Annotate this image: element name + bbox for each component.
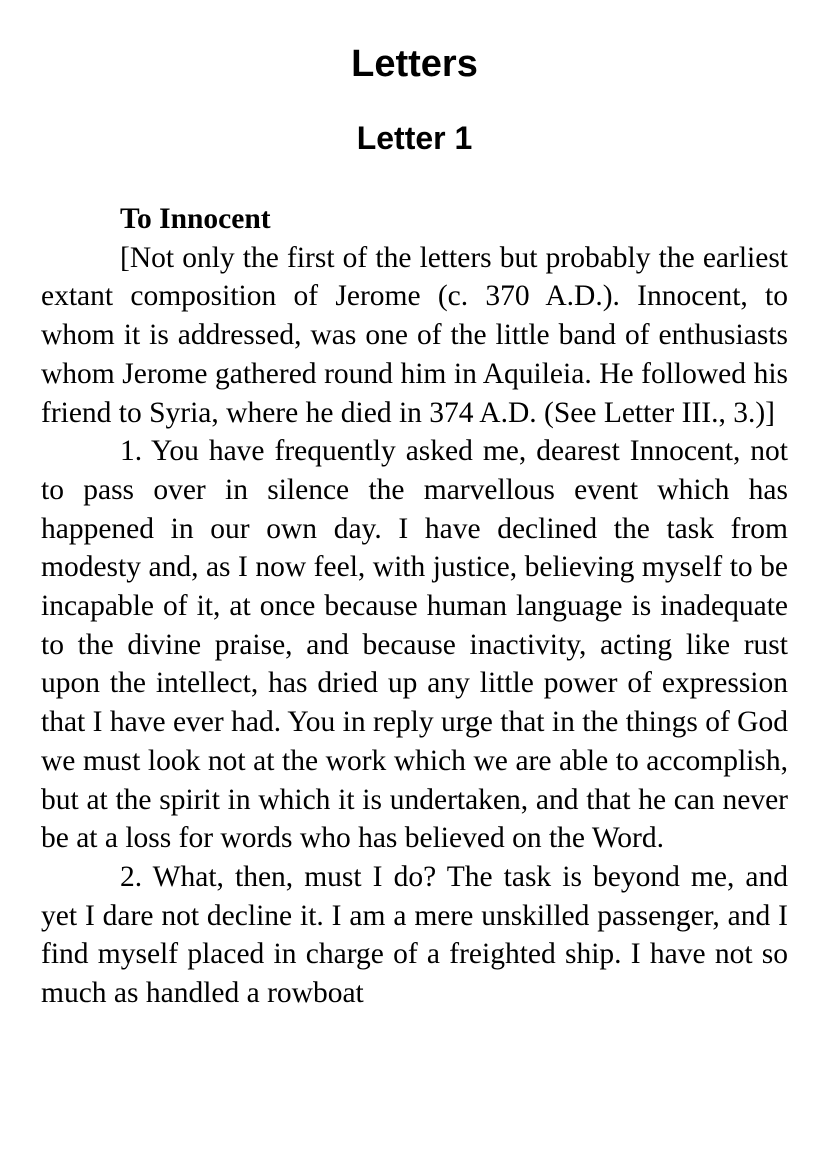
paragraph-2: 2. What, then, must I do? The task is beyond me, and yet I dare not decline it. I am a mere unskilled passenger, and I find myself placed in charge of a freighted ship. I have not so much as handled a rowboat (41, 860, 788, 1010)
paragraph-1: 1. You have frequently asked me, dearest Innocent, not to pass over in silence the marvellous event which has happened in our own day. I have declined the task from modesty and, as I now feel, with justice, believing myself to be incapable of it, at once because human language is inadequate to the divine praise, and because inactivity, acting like rust upon the intellect, has dried up any little power of expression that I have ever had. You in reply urge that in the things of God we must look not at the work which we are able to accomplish, but at the spirit in which it is undertaken, and that he can never be at a loss for words who has believed on the Word. (41, 435, 788, 855)
paragraph-introduction: [Not only the first of the letters but probably the earliest extant composition of Jerome (c. 370 A.D.). Innocent, to whom it is addressed, was one of the little band of enthusiasts whom Jerome gathered round him in Aquileia. He followed his friend to Syria, where he died in 374 A.D. (See Letter III., 3.)] (41, 241, 788, 429)
letter-body (41, 200, 788, 1013)
recipient-heading: To Innocent (120, 203, 271, 235)
book-title: Letters (351, 43, 478, 85)
document-page (41, 0, 788, 1013)
letter-title: Letter 1 (356, 120, 473, 156)
